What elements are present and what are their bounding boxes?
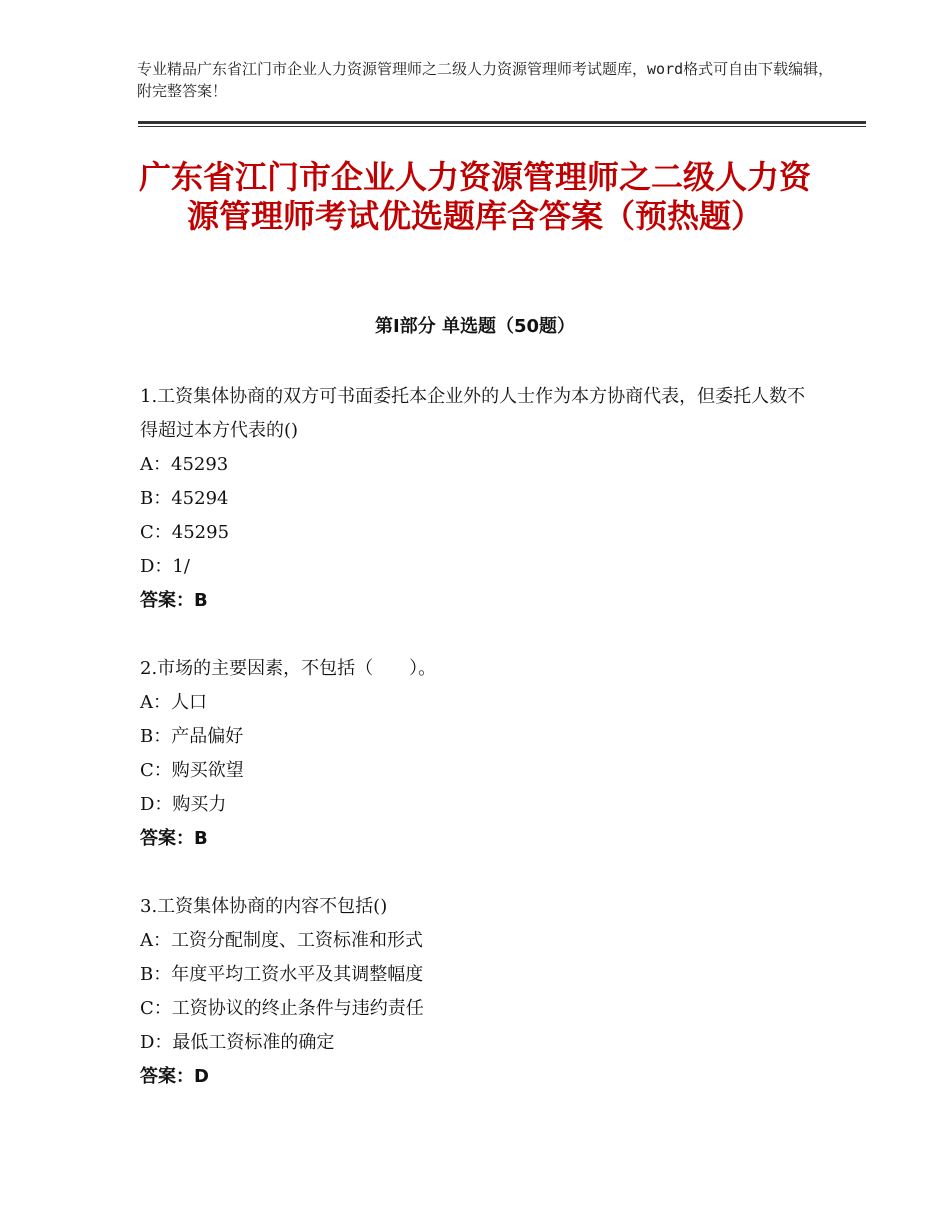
question-stem: 3.工资集体协商的内容不包括() bbox=[140, 896, 388, 917]
question-3 bbox=[140, 890, 820, 1094]
option-d: D：最低工资标准的确定 bbox=[140, 1032, 335, 1053]
answer: 答案：D bbox=[140, 1066, 209, 1087]
option-a: A：工资分配制度、工资标准和形式 bbox=[140, 930, 423, 951]
option-d: D：1/ bbox=[140, 556, 190, 577]
option-d: D：购买力 bbox=[140, 794, 227, 815]
answer: 答案：B bbox=[140, 590, 208, 611]
option-c: C：购买欲望 bbox=[140, 760, 244, 781]
question-2 bbox=[140, 652, 820, 856]
option-a: A：人口 bbox=[140, 692, 207, 713]
header-note: 专业精品广东省江门市企业人力资源管理师之二级人力资源管理师考试题库，word格式可自由下载编辑，附完整答案！ bbox=[137, 60, 834, 100]
question-1 bbox=[140, 380, 820, 618]
header-rule bbox=[138, 121, 866, 124]
option-b: B：产品偏好 bbox=[140, 726, 244, 747]
question-stem: 2.市场的主要因素，不包括（ ）。 bbox=[140, 658, 437, 679]
option-c: C：工资协议的终止条件与违约责任 bbox=[140, 998, 424, 1019]
document-title: 广东省江门市企业人力资源管理师之二级人力资源管理师考试优选题库含答案（预热题） bbox=[138, 158, 811, 235]
question-stem: 1.工资集体协商的双方可书面委托本企业外的人士作为本方协商代表，但委托人数不得超过本方代表的() bbox=[140, 386, 806, 441]
option-b: B：年度平均工资水平及其调整幅度 bbox=[140, 964, 424, 985]
answer: 答案：B bbox=[140, 828, 208, 849]
option-a: A：45293 bbox=[140, 454, 229, 475]
header-rule-thin bbox=[138, 126, 866, 127]
question-list bbox=[140, 380, 820, 1128]
option-c: C：45295 bbox=[140, 522, 230, 543]
section-title: 第Ⅰ部分 单选题（50题） bbox=[374, 316, 575, 337]
option-b: B：45294 bbox=[140, 488, 229, 509]
